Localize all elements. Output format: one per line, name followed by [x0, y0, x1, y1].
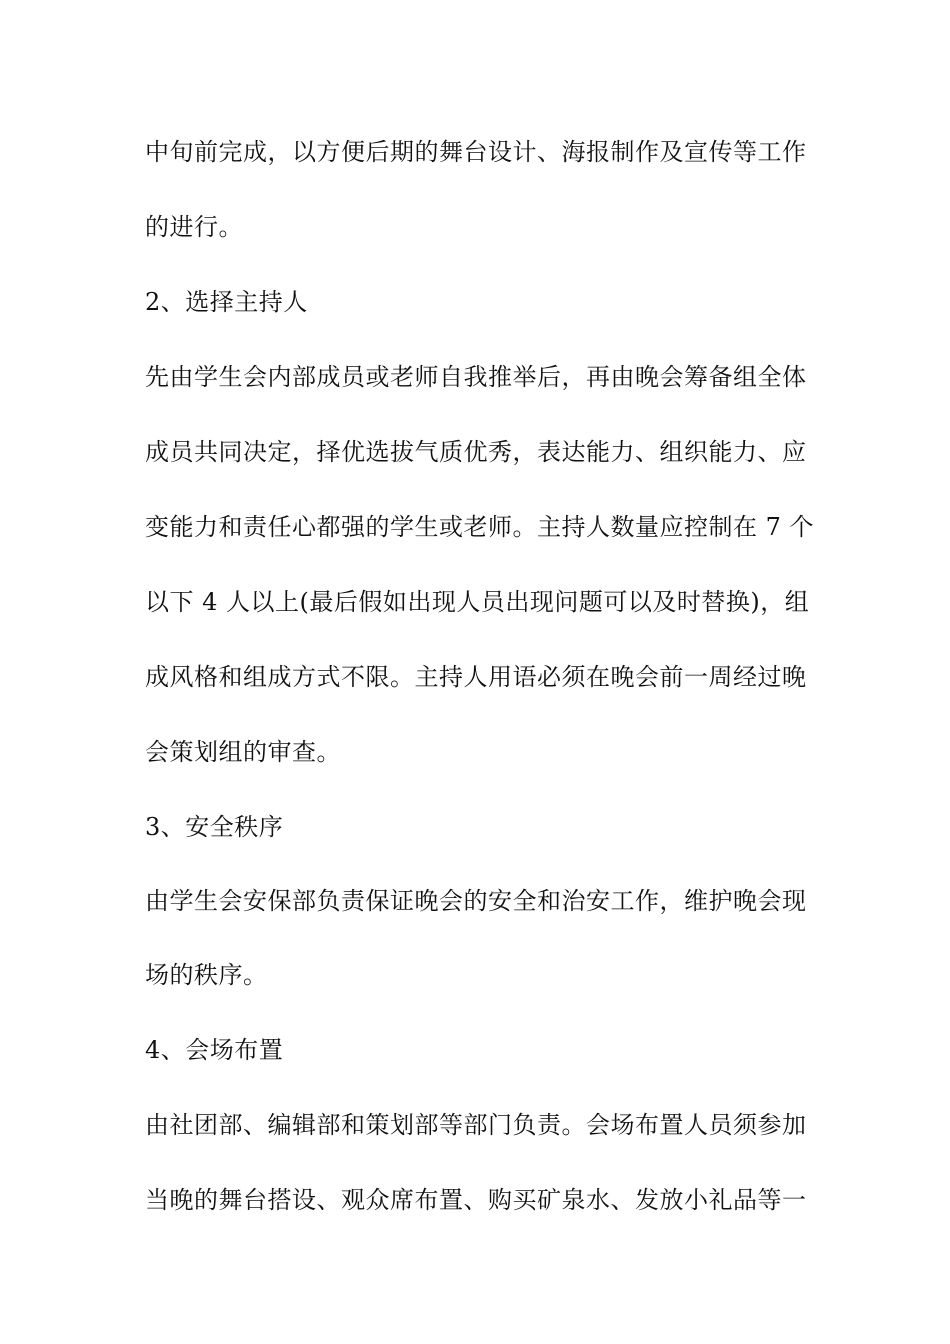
section-heading: 2、选择主持人 — [145, 288, 308, 316]
text-line: 当晚的舞台搭设、观众席布置、购买矿泉水、发放小礼品等一 — [145, 1186, 807, 1214]
text-line: 变能力和责任心都强的学生或老师。主持人数量应控制在 7 个 — [145, 513, 815, 541]
section-heading: 4、会场布置 — [145, 1036, 284, 1064]
text-line: 场的秩序。 — [145, 961, 268, 989]
text-line: 成员共同决定，择优选拔气质优秀，表达能力、组织能力、应 — [145, 438, 807, 466]
text-line: 由社团部、编辑部和策划部等部门负责。会场布置人员须参加 — [145, 1111, 807, 1139]
section-heading: 3、安全秩序 — [145, 813, 284, 841]
text-line: 先由学生会内部成员或老师自我推举后，再由晚会筹备组全体 — [145, 363, 807, 391]
text-line: 以下 4 人以上(最后假如出现人员出现问题可以及时替换)，组 — [145, 588, 810, 616]
text-line: 会策划组的审查。 — [145, 738, 341, 766]
text-line: 中旬前完成，以方便后期的舞台设计、海报制作及宣传等工作 — [145, 138, 807, 166]
text-line: 成风格和组成方式不限。主持人用语必须在晚会前一周经过晚 — [145, 663, 807, 691]
text-line: 的进行。 — [145, 213, 243, 241]
text-line: 由学生会安保部负责保证晚会的安全和治安工作，维护晚会现 — [145, 887, 807, 915]
